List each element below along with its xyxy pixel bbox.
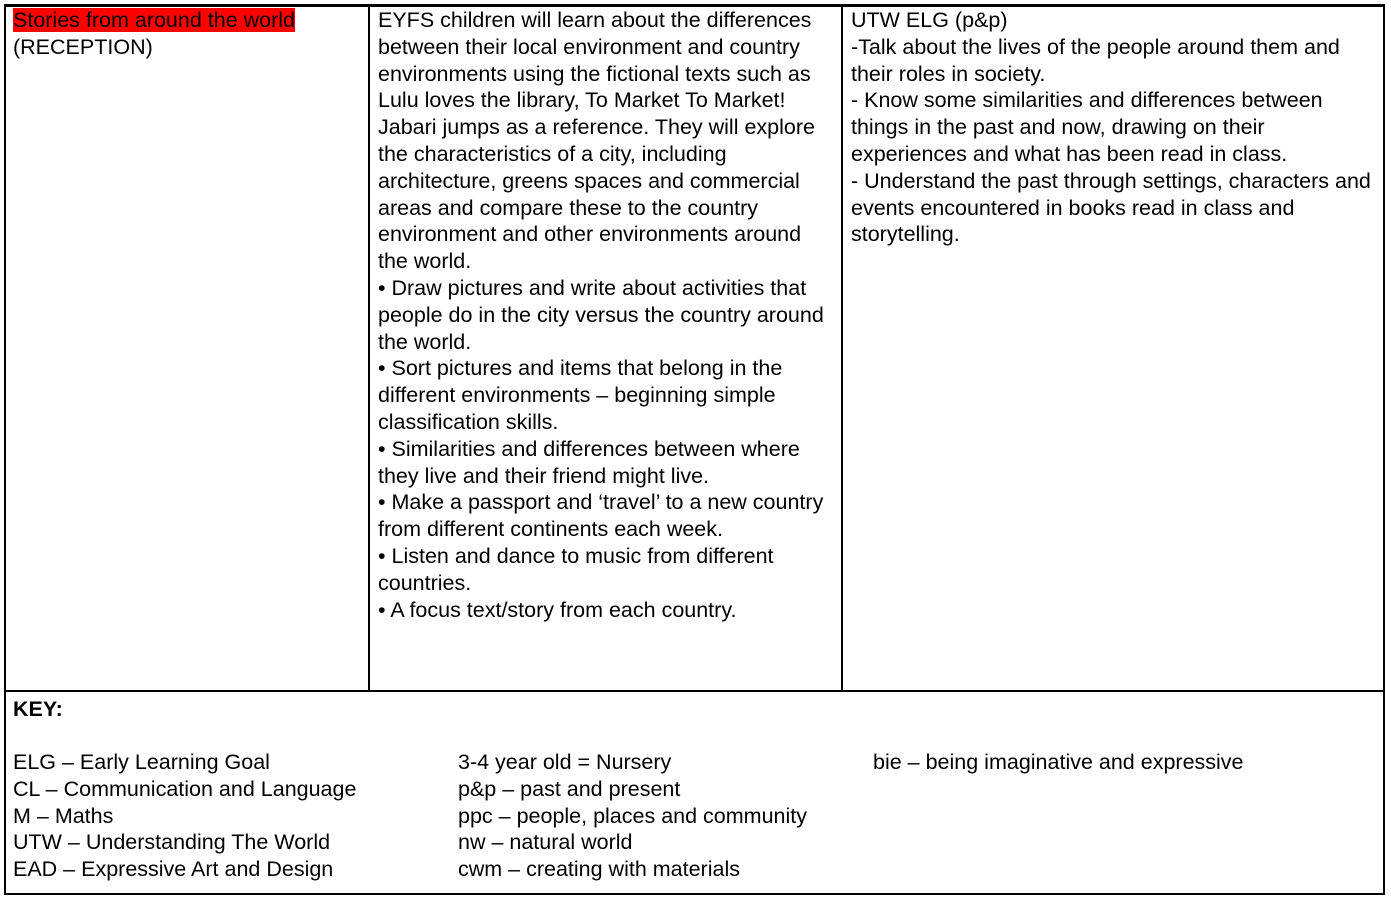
elg-point: - Understand the past through settings, characters and events encountered in books read in class and storytelling. <box>851 168 1371 247</box>
key-column-1 <box>13 749 356 883</box>
key-label: KEY: <box>13 697 63 721</box>
description-cell: EYFS children will learn about the differences between their local environment and country environments using the fictional texts such as Lulu loves the library, To Market To Market! Jabari jumps as a reference. They will explore the characteristics of a city, including architecture, greens spaces and commercial areas and compare these to the country environment and other environments around the world. • Draw pictures and write about activities that people do in the city versus the country around the world. • Sort pictures and items that belong in the different environments – beginning simple classification skills. • Similarities and differences between where they live and their friend might live. • Make a passport and ‘travel’ to a new country from different continents each week. • Listen and dance to music from different countries. • A focus text/story from each country. <box>378 8 824 622</box>
key-entry: 3-4 year old = Nursery <box>458 750 672 774</box>
row-divider <box>4 690 1385 692</box>
key-entry: ppc – people, places and community <box>458 803 807 828</box>
key-entry: p&p – past and present <box>458 776 681 801</box>
elg-cell <box>851 7 1381 248</box>
column-divider-2 <box>841 6 843 691</box>
key-entry: UTW – Understanding The World <box>13 830 331 855</box>
key-entry: EAD – Expressive Art and Design <box>13 857 334 882</box>
key-column-3 <box>873 749 1244 776</box>
key-column-2 <box>458 749 807 883</box>
key-entry: bie – being imaginative and expressive <box>873 750 1244 774</box>
key-entry: CL – Communication and Language <box>13 776 357 801</box>
elg-point: - Know some similarities and differences between things in the past and now, drawing on their experiences and what has been read in class. <box>851 88 1323 166</box>
elg-point: -Talk about the lives of the people around them and their roles in society. <box>851 34 1340 86</box>
topic-year: (RECEPTION) <box>13 34 153 59</box>
column-divider-1 <box>368 6 370 691</box>
elg-title: UTW ELG (p&p) <box>851 8 1008 32</box>
key-entry: cwm – creating with materials <box>458 857 740 882</box>
key-entry: nw – natural world <box>458 830 633 855</box>
key-entry: ELG – Early Learning Goal <box>13 750 270 774</box>
topic-highlight: Stories from around the world <box>13 8 296 32</box>
key-entry: M – Maths <box>13 803 114 828</box>
topic-cell <box>13 7 363 61</box>
